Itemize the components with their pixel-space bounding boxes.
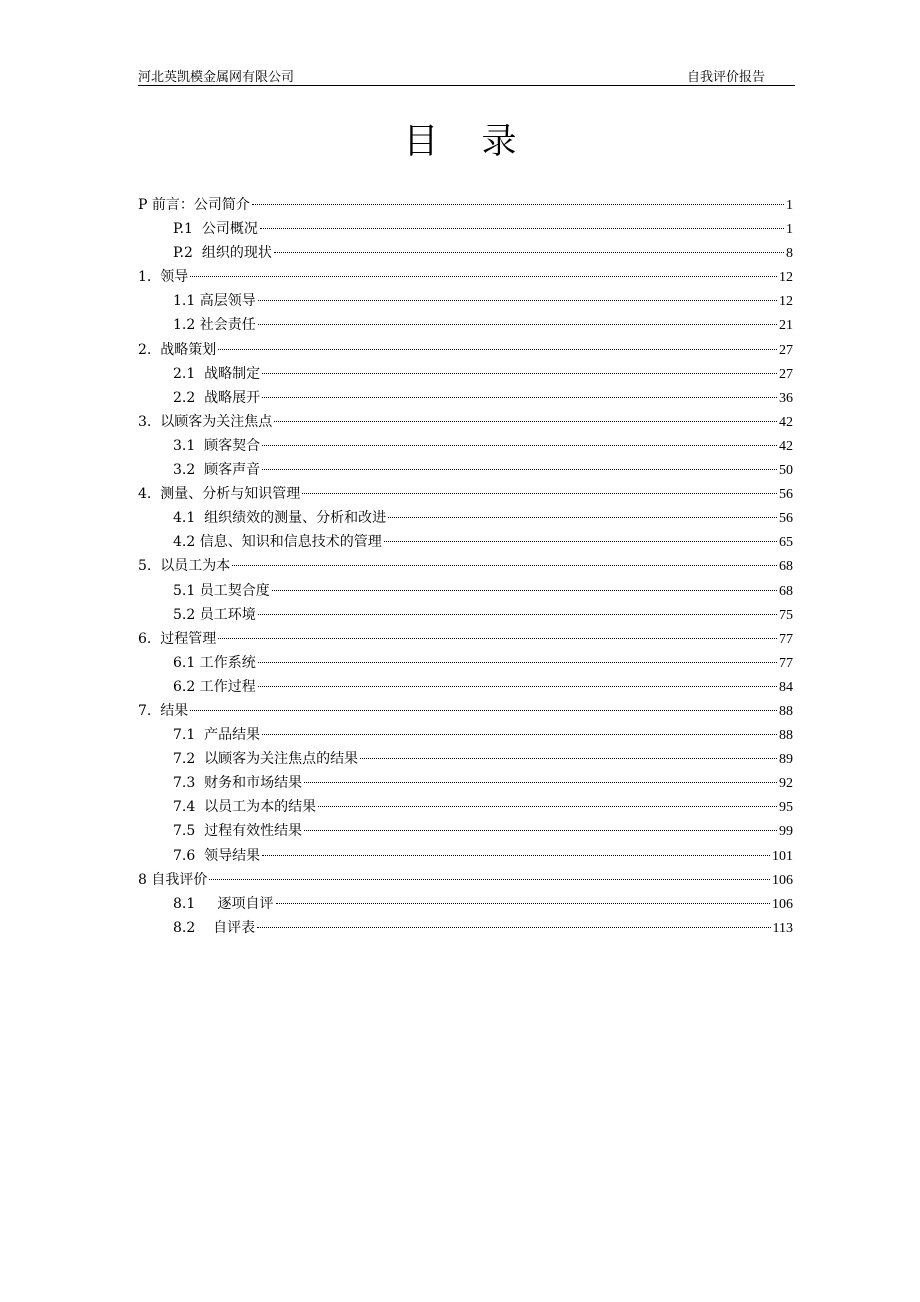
- toc-entry-page-number: 12: [779, 270, 793, 286]
- toc-entry-label: 6. 过程管理: [138, 630, 217, 647]
- toc-entry-page-number: 77: [779, 655, 793, 671]
- toc-entry-page-number: 27: [779, 342, 793, 358]
- toc-entry-label: 6.2 工作过程: [173, 678, 256, 695]
- toc-entry[interactable]: [138, 193, 793, 217]
- toc-entry[interactable]: [138, 434, 793, 458]
- toc-dot-leader: [258, 614, 777, 615]
- toc-entry-page-number: 65: [779, 535, 793, 551]
- toc-entry-label: 3. 以顾客为关注焦点: [138, 413, 273, 430]
- toc-entry-page-number: 99: [779, 824, 793, 840]
- toc-entry-label: 6.1 工作系统: [173, 654, 256, 671]
- toc-entry-label: 8 自我评价: [138, 871, 208, 888]
- toc-dot-leader: [190, 276, 777, 277]
- toc-dot-leader: [274, 252, 784, 253]
- toc-entry[interactable]: [138, 819, 793, 843]
- toc-entry[interactable]: [138, 795, 793, 819]
- toc-entry-label: 7.5 过程有效性结果: [173, 823, 303, 840]
- toc-dot-leader: [258, 300, 777, 301]
- toc-entry[interactable]: [138, 747, 793, 771]
- toc-entry-page-number: 56: [779, 487, 793, 503]
- toc-dot-leader: [262, 373, 777, 374]
- toc-dot-leader: [258, 686, 777, 687]
- toc-entry-page-number: 50: [779, 463, 793, 479]
- toc-entry-page-number: 106: [772, 872, 793, 888]
- toc-entry-label: 4.1 组织绩效的测量、分析和改进: [173, 510, 387, 527]
- toc-entry-page-number: 42: [779, 414, 793, 430]
- toc-entry-label: P.2 组织的现状: [173, 245, 272, 262]
- toc-entry-label: 4.2 信息、知识和信息技术的管理: [173, 534, 382, 551]
- toc-entry[interactable]: [138, 771, 793, 795]
- toc-entry-page-number: 88: [779, 703, 793, 719]
- toc-entry-label: 2.1 战略制定: [173, 365, 261, 382]
- toc-entry-page-number: 88: [779, 728, 793, 744]
- toc-dot-leader: [262, 445, 777, 446]
- toc-entry[interactable]: [138, 627, 793, 651]
- toc-entry[interactable]: [138, 482, 793, 506]
- toc-entry[interactable]: [138, 506, 793, 530]
- toc-entry[interactable]: [138, 530, 793, 554]
- toc-entry[interactable]: [138, 313, 793, 337]
- header-company-name: 河北英凯模金属网有限公司: [138, 70, 295, 85]
- toc-entry[interactable]: [138, 603, 793, 627]
- toc-entry-page-number: 27: [779, 366, 793, 382]
- toc-dot-leader: [384, 541, 777, 542]
- toc-entry[interactable]: [138, 289, 793, 313]
- toc-entry-label: 3.1 顾客契合: [173, 437, 261, 454]
- toc-entry-label: 1.2 社会责任: [173, 317, 256, 334]
- toc-entry-page-number: 84: [779, 679, 793, 695]
- toc-dot-leader: [218, 349, 777, 350]
- toc-entry-label: 8.2 自评表: [173, 919, 256, 936]
- toc-dot-leader: [258, 662, 777, 663]
- toc-entry-page-number: 77: [779, 631, 793, 647]
- toc-entry-page-number: 42: [779, 438, 793, 454]
- toc-dot-leader: [218, 638, 777, 639]
- toc-entry[interactable]: [138, 916, 793, 940]
- toc-title: 目 录: [403, 122, 533, 162]
- toc-entry[interactable]: [138, 241, 793, 265]
- toc-entry-page-number: 1: [786, 198, 793, 213]
- toc-dot-leader: [262, 855, 770, 856]
- toc-dot-leader: [258, 324, 777, 325]
- toc-dot-leader: [260, 228, 784, 229]
- toc-dot-leader: [274, 421, 777, 422]
- toc-entry-page-number: 106: [772, 896, 793, 912]
- toc-dot-leader: [304, 782, 777, 783]
- toc-entry[interactable]: [138, 675, 793, 699]
- toc-entry[interactable]: [138, 579, 793, 603]
- header-report-name: 自我评价报告: [686, 70, 765, 85]
- toc-entry-page-number: 21: [779, 318, 793, 334]
- toc-entry[interactable]: [138, 338, 793, 362]
- toc-entry-label: 2.2 战略展开: [173, 389, 261, 406]
- toc-dot-leader: [388, 517, 777, 518]
- toc-entry[interactable]: [138, 844, 793, 868]
- toc-entry-page-number: 56: [779, 511, 793, 527]
- toc-dot-leader: [257, 927, 770, 928]
- toc-entry[interactable]: [138, 868, 793, 892]
- toc-entry-page-number: 113: [772, 920, 793, 936]
- toc-entry-label: 3.2 顾客声音: [173, 462, 261, 479]
- toc-entry-page-number: 95: [779, 800, 793, 816]
- toc-entry-label: 4. 测量、分析与知识管理: [138, 486, 301, 503]
- toc-entry-label: 7.1 产品结果: [173, 727, 261, 744]
- toc-entry-label: 5. 以员工为本: [138, 558, 231, 575]
- toc-entry-page-number: 8: [786, 246, 793, 262]
- toc-entry[interactable]: [138, 699, 793, 723]
- toc-dot-leader: [209, 879, 770, 880]
- toc-entry-page-number: 92: [779, 776, 793, 792]
- toc-entry-label: 2. 战略策划: [138, 341, 217, 358]
- toc-entry[interactable]: [138, 217, 793, 241]
- toc-entry[interactable]: [138, 892, 793, 916]
- toc-entry-label: P.1 公司概况: [173, 221, 258, 238]
- toc-dot-leader: [262, 397, 777, 398]
- toc-entry-label: 7.3 财务和市场结果: [173, 775, 303, 792]
- toc-entry-label: 7.4 以员工为本的结果: [173, 799, 317, 816]
- toc-entry[interactable]: [138, 410, 793, 434]
- toc-entry-label: 5.1 员工契合度: [173, 582, 270, 599]
- toc-entry-page-number: 36: [779, 390, 793, 406]
- toc-entry[interactable]: [138, 265, 793, 289]
- toc-entry-label: 5.2 员工环境: [173, 606, 256, 623]
- toc-entry-page-number: 101: [772, 848, 793, 864]
- toc-entry-label: 8.1 逐项自评: [173, 895, 274, 912]
- toc-dot-leader: [276, 903, 770, 904]
- toc-dot-leader: [318, 806, 777, 807]
- toc-entry-page-number: 12: [779, 294, 793, 310]
- toc-entry-page-number: 75: [779, 607, 793, 623]
- toc-dot-leader: [232, 565, 777, 566]
- toc-dot-leader: [302, 493, 777, 494]
- toc-entry-page-number: 68: [779, 559, 793, 575]
- toc-entry-label: 7. 结果: [138, 702, 189, 719]
- toc-dot-leader: [252, 204, 784, 205]
- toc-entry-label: 1.1 高层领导: [173, 293, 256, 310]
- toc-dot-leader: [272, 590, 777, 591]
- toc-entry-page-number: 68: [779, 583, 793, 599]
- toc-entry-page-number: 89: [779, 752, 793, 768]
- toc-entry[interactable]: [138, 723, 793, 747]
- toc-dot-leader: [262, 734, 777, 735]
- toc-entry[interactable]: [138, 386, 793, 410]
- toc-dot-leader: [190, 710, 777, 711]
- page-header: [138, 64, 795, 86]
- toc-entry-label: 7.6 领导结果: [173, 847, 261, 864]
- table-of-contents: [138, 193, 793, 940]
- toc-entry[interactable]: [138, 458, 793, 482]
- toc-dot-leader: [360, 758, 777, 759]
- toc-entry-label: 7.2 以顾客为关注焦点的结果: [173, 751, 359, 768]
- toc-entry[interactable]: [138, 362, 793, 386]
- toc-entry-page-number: 1: [786, 222, 793, 238]
- toc-entry[interactable]: [138, 651, 793, 675]
- toc-entry-label: P 前言：公司简介: [138, 197, 250, 213]
- toc-dot-leader: [304, 830, 777, 831]
- toc-entry[interactable]: [138, 554, 793, 578]
- toc-dot-leader: [262, 469, 777, 470]
- toc-entry-label: 1. 领导: [138, 269, 189, 286]
